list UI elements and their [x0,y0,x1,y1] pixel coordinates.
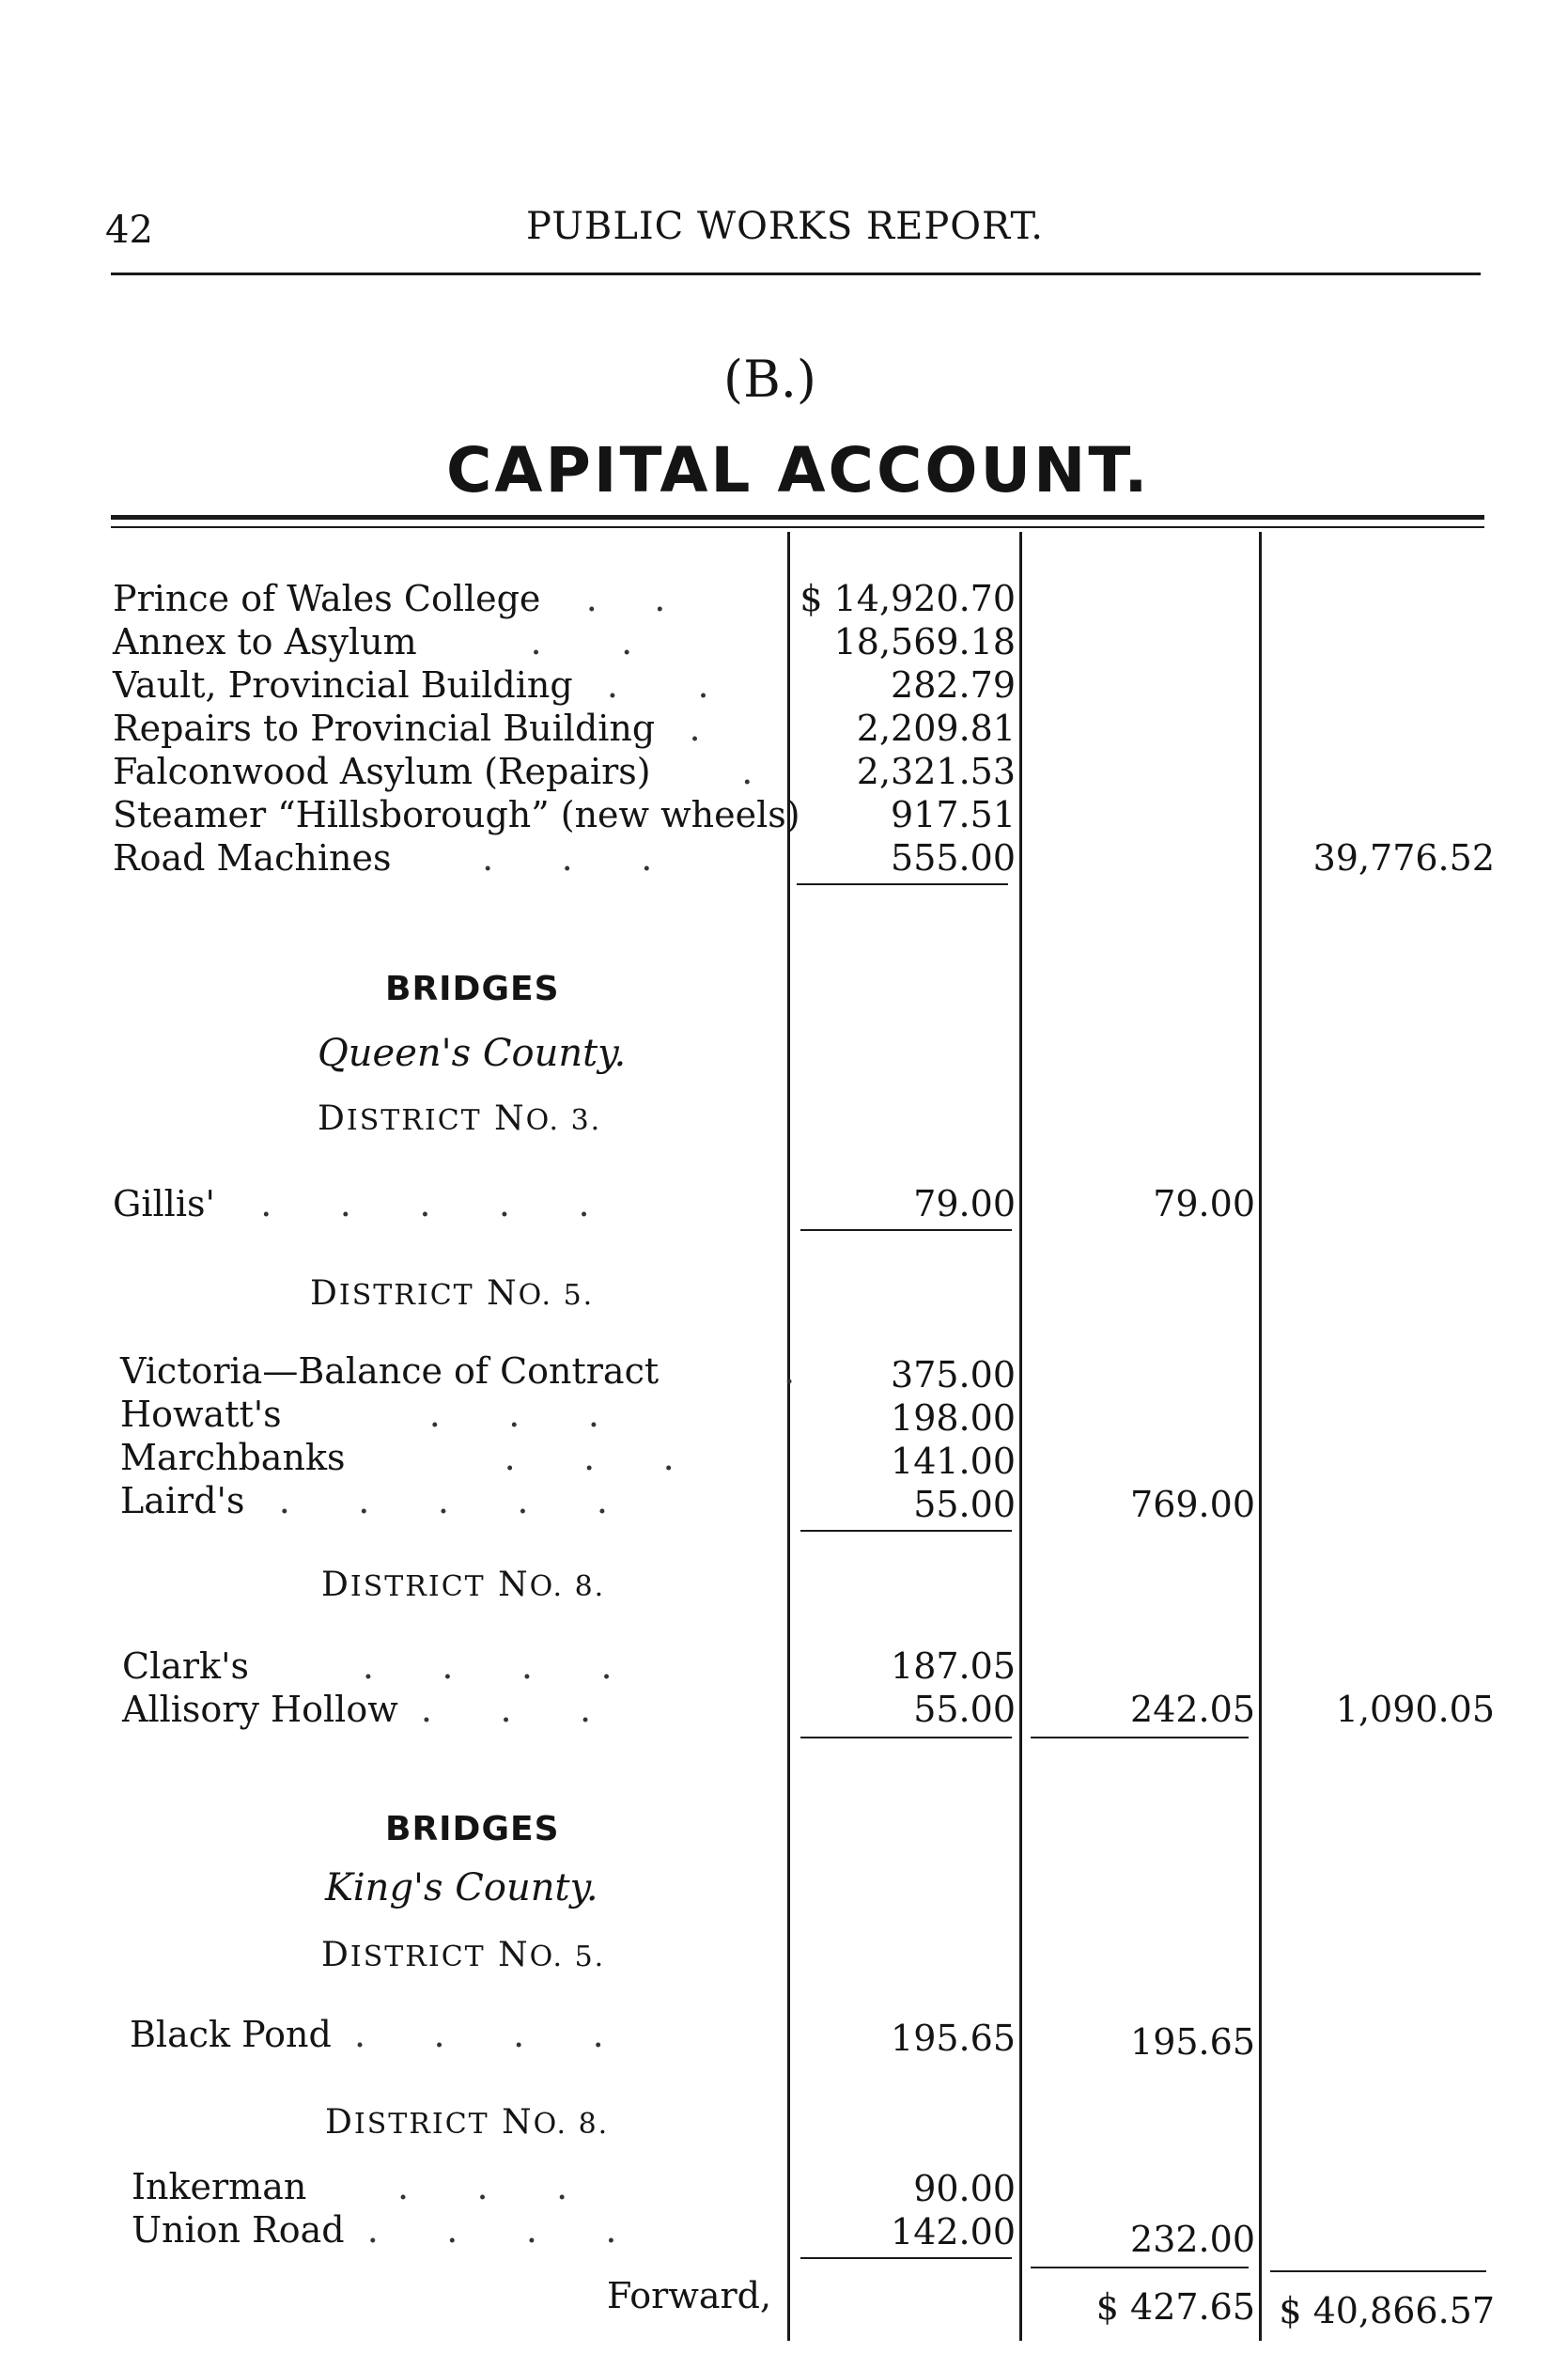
grand-total: $ 40,866.57 [1279,2290,1495,2331]
list-item: Black Pond . . . . [130,2014,604,2055]
list-item: Falconwood Asylum (Repairs) . [113,751,753,792]
list-item: Road Machines . . . [113,837,653,879]
amount: 141.00 [891,1441,1016,1482]
list-item: Marchbanks . . . [120,1437,675,1478]
district-subtotal: 79.00 [1153,1183,1255,1224]
amount: 195.65 [891,2018,1016,2059]
subtotal-rule [800,1229,1012,1231]
list-item: Laird's . . . . . [120,1480,609,1521]
district-heading: DISTRICT NO. 5. [321,1936,606,1974]
list-item: Vault, Provincial Building . . [113,664,709,706]
capital-total: 39,776.52 [1312,837,1495,879]
amount: 55.00 [913,1484,1016,1525]
forward-label: Forward, [607,2275,772,2316]
list-item: Allisory Hollow . . . [122,1689,592,1730]
page-number: 42 [105,209,153,252]
subtotal-rule [800,1530,1012,1532]
county-heading: Queen's County. [318,1032,627,1075]
list-item: Repairs to Provincial Building . [113,708,701,749]
subtotal-rule [800,2257,1012,2259]
amount: 142.00 [891,2211,1016,2252]
amount: 555.00 [891,837,1016,879]
list-item: Howatt's . . . [120,1394,599,1435]
header-rule [111,273,1481,275]
list-item: Clark's . . . . [122,1645,613,1687]
amount: 375.00 [891,1354,1016,1395]
page-title: CAPITAL ACCOUNT. [446,434,1151,507]
list-item: Union Road . . . . [132,2209,617,2251]
district-heading: DISTRICT NO. 3. [318,1099,602,1138]
amount: 282.79 [891,664,1016,706]
list-item: Steamer “Hillsborough” (new wheels) [113,794,800,835]
column-rule-2 [1019,532,1022,2341]
district-subtotal: 195.65 [1130,2021,1255,2063]
subtotal-rule [1031,2267,1249,2268]
amount: 917.51 [891,794,1016,835]
list-item: Inkerman . . . [132,2166,568,2207]
amount: 187.05 [891,1645,1016,1687]
forward-column-total: $ 427.65 [1095,2286,1255,2328]
amount: $ 14,920.70 [800,578,1016,619]
column-rule-3 [1259,532,1262,2341]
county-total: 1,090.05 [1335,1689,1495,1730]
amount: 2,321.53 [856,751,1016,792]
county-heading: King's County. [325,1866,598,1909]
title-rule-thick [111,515,1484,520]
section-heading: BRIDGES [385,1810,560,1848]
district-subtotal: 769.00 [1130,1484,1255,1525]
district-heading: DISTRICT NO. 8. [321,1566,606,1604]
amount: 2,209.81 [856,708,1016,749]
amount: 90.00 [913,2168,1016,2209]
subtotal-rule [797,883,1008,885]
list-item: Annex to Asylum . . [113,621,633,662]
amount: 55.00 [913,1689,1016,1730]
list-item: Prince of Wales College . . [113,578,666,619]
district-subtotal: 232.00 [1130,2219,1255,2260]
subtotal-rule [800,1737,1012,1738]
amount: 198.00 [891,1397,1016,1439]
section-mark: (B.) [723,350,816,409]
running-title: PUBLIC WORKS REPORT. [526,205,1044,248]
section-heading: BRIDGES [385,970,560,1008]
list-item: Victoria—Balance of Contract . [120,1350,796,1392]
subtotal-rule [1031,1737,1249,1738]
district-subtotal: 242.05 [1130,1689,1255,1730]
subtotal-rule [1270,2270,1486,2272]
amount: 79.00 [913,1183,1016,1224]
list-item: Gillis' . . . . . [113,1183,590,1224]
amount: 18,569.18 [833,621,1016,662]
district-heading: DISTRICT NO. 8. [325,2103,610,2142]
district-heading: DISTRICT NO. 5. [310,1274,595,1313]
title-rule-thin [111,526,1484,528]
